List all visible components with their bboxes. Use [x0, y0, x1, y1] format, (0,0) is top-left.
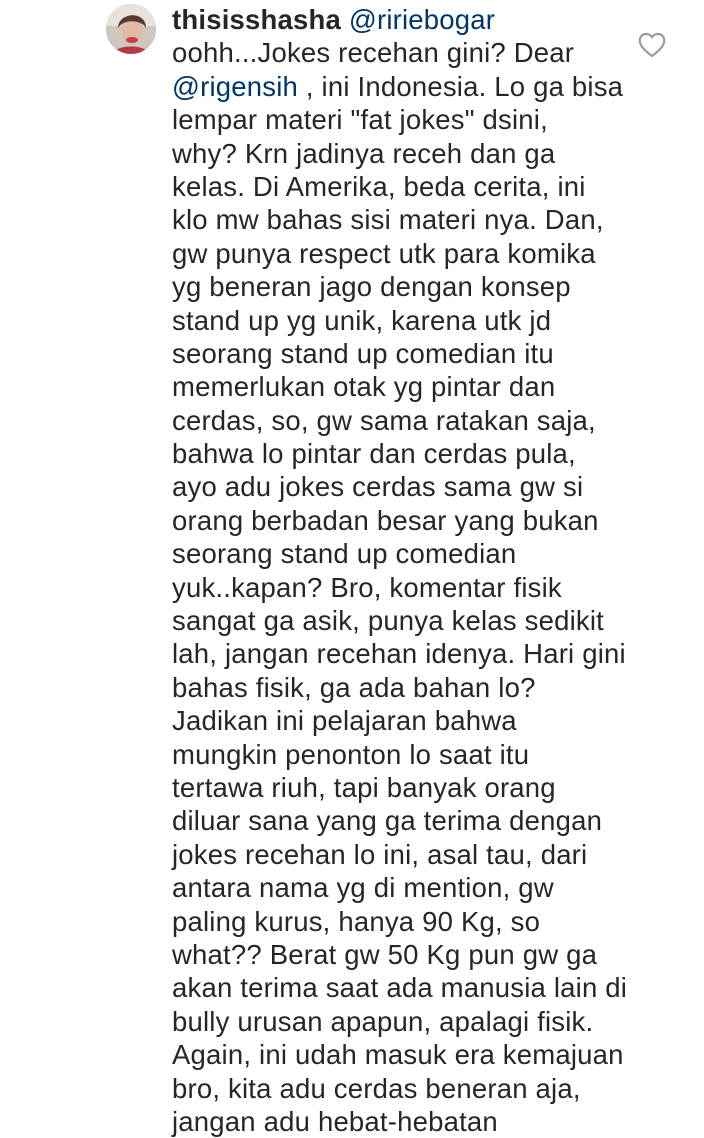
like-button[interactable]: [638, 32, 666, 58]
comment-line: akan terima saat ada manusia lain di: [172, 972, 628, 1004]
heart-outline-icon: [638, 32, 666, 58]
comment-line: lah, jangan recehan idenya. Hari gini: [172, 638, 626, 670]
comment-line: yg beneran jago dengan konsep: [172, 271, 571, 303]
comment-line: seorang stand up comedian itu: [172, 337, 554, 369]
comment-line: bahwa lo pintar dan cerdas pula,: [172, 438, 576, 470]
comment-line: cerdas, so, gw sama ratakan saja,: [172, 404, 596, 436]
comment-line: klo mw bahas sisi materi nya. Dan,: [172, 204, 604, 236]
comment-line: diluar sana yang ga terima dengan: [172, 805, 603, 837]
comment-line: jokes recehan lo ini, asal tau, dari: [172, 838, 588, 870]
comment-text: [172, 3, 642, 1138]
comment-line: mungkin penonton lo saat itu: [172, 738, 530, 770]
comment-line: bully urusan apapun, apalagi fisik.: [172, 1005, 594, 1037]
inline-mention-link[interactable]: @rigensih: [172, 70, 299, 102]
comment-line: antara nama yg di mention, gw: [172, 872, 554, 904]
comment-line: gw punya respect utk para komika: [172, 237, 596, 269]
comment-username[interactable]: thisisshasha: [172, 4, 341, 35]
comment-line: stand up yg unik, karena utk jd: [172, 304, 552, 336]
comment-line: yuk..kapan? Bro, komentar fisik: [172, 571, 562, 603]
comment-line: seorang stand up comedian: [172, 538, 517, 570]
comment-line: sangat ga asik, punya kelas sedikit: [172, 605, 604, 637]
comment-line: memerlukan otak yg pintar dan: [172, 371, 556, 403]
avatar-image: [106, 4, 156, 54]
comment-line: orang berbadan besar yang bukan: [172, 504, 599, 536]
comment-line: Again, ini udah masuk era kemajuan: [172, 1039, 624, 1071]
comment-line: [172, 70, 642, 103]
reply-mention-link[interactable]: @ririebogar: [348, 4, 496, 35]
comment-line-text: , ini Indonesia. Lo ga bisa: [298, 70, 624, 102]
comment-line: jangan adu hebat-hebatan: [172, 1105, 498, 1137]
comment-line: oohh...Jokes recehan gini? Dear: [172, 37, 575, 69]
comment-line: lempar materi "fat jokes" dsini,: [172, 104, 548, 136]
comment-line: what?? Berat gw 50 Kg pun gw ga: [172, 938, 598, 970]
comment-line: bahas fisik, ga ada bahan lo?: [172, 671, 536, 703]
comment-line: kelas. Di Amerika, beda cerita, ini: [172, 170, 586, 202]
avatar[interactable]: [106, 4, 156, 54]
comment-line: why? Krn jadinya receh dan ga: [172, 137, 556, 169]
comment-line: paling kurus, hanya 90 Kg, so: [172, 905, 541, 937]
comment-line: Jadikan ini pelajaran bahwa: [172, 705, 517, 737]
comment-line: tertawa riuh, tapi banyak orang: [172, 771, 556, 803]
comment-line: bro, kita adu cerdas beneran aja,: [172, 1072, 581, 1104]
comment-header-line: [172, 3, 642, 36]
comment-line: ayo adu jokes cerdas sama gw si: [172, 471, 584, 503]
